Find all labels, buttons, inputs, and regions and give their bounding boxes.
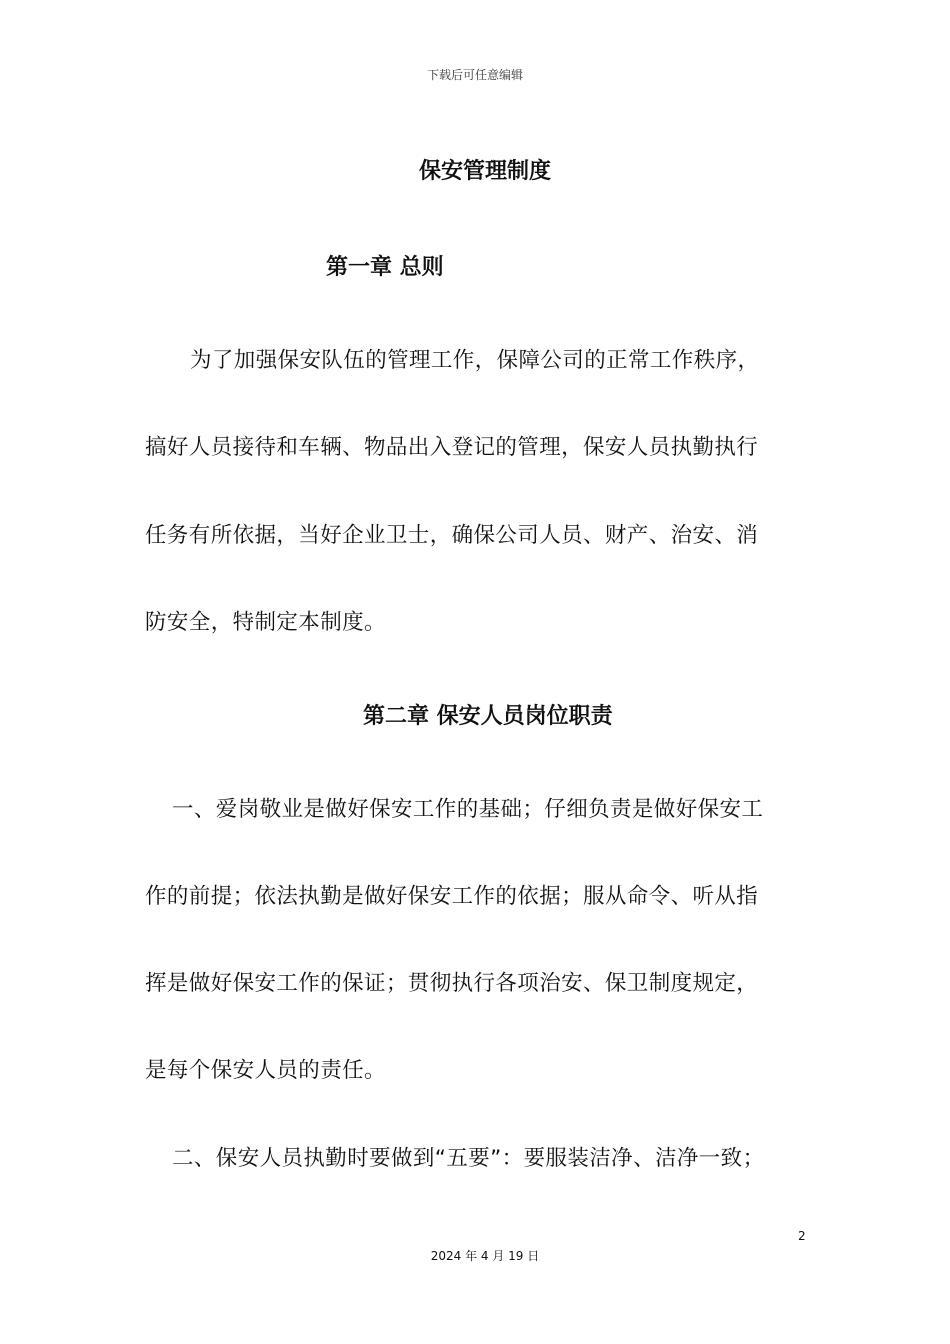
- page-number: 2: [798, 1229, 806, 1243]
- header-note: 下载后可任意编辑: [426, 68, 523, 82]
- footer-date: 2024 年 4 月 19 日: [430, 1249, 540, 1263]
- chapter-2-heading: 第二章 保安人员岗位职责: [363, 704, 613, 729]
- paragraph-line: 挥是做好保安工作的保证；贯彻执行各项治安、保卫制度规定，: [145, 971, 759, 996]
- paragraph-line: 作的前提；依法执勤是做好保安工作的依据；服从命令、听从指: [145, 884, 759, 909]
- document-title: 保安管理制度: [418, 159, 551, 184]
- paragraph-line: 一、爱岗敬业是做好保安工作的基础；仔细负责是做好保安工: [172, 797, 764, 822]
- paragraph-line: 为了加强保安队伍的管理工作，保障公司的正常工作秩序，: [190, 348, 760, 373]
- paragraph-line: 防安全，特制定本制度。: [145, 610, 386, 635]
- chapter-1-heading: 第一章 总则: [326, 255, 444, 280]
- paragraph-line: 搞好人员接待和车辆、物品出入登记的管理，保安人员执勤执行: [145, 435, 759, 460]
- paragraph-line: 是每个保安人员的责任。: [145, 1058, 386, 1083]
- paragraph-line: 任务有所依据，当好企业卫士，确保公司人员、财产、治安、消: [145, 523, 759, 548]
- paragraph-line: 二、保安人员执勤时要做到“五要”：要服装洁净、洁净一致；: [172, 1146, 765, 1171]
